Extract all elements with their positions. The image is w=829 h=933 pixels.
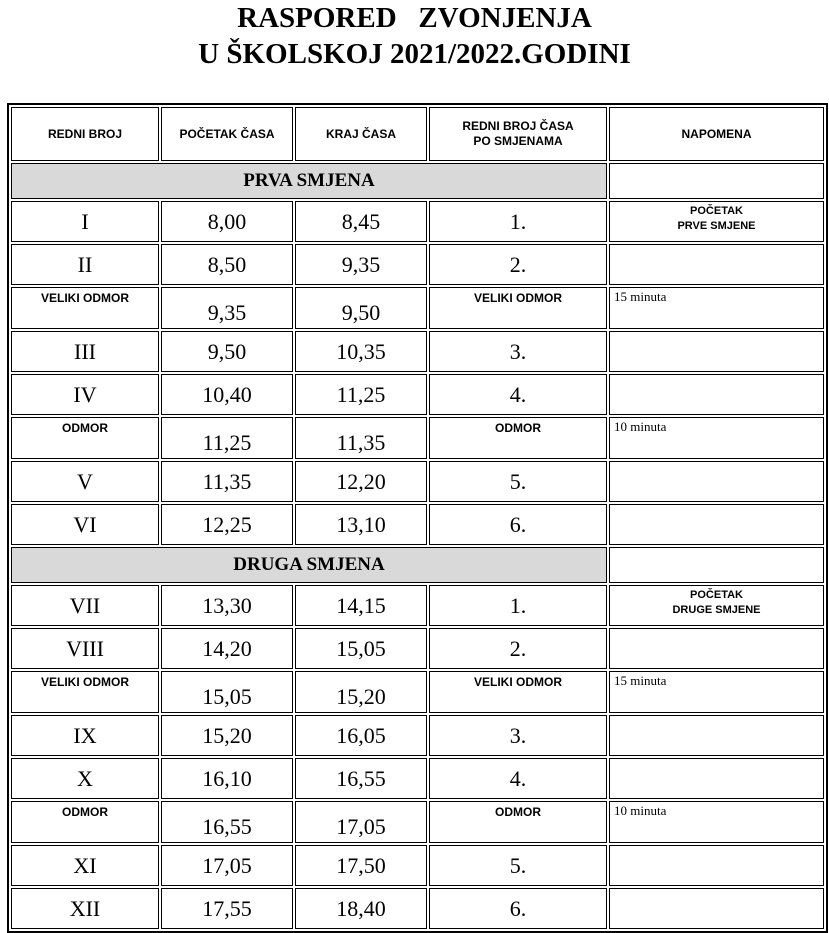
- header-redni-broj: REDNI BROJ: [11, 107, 159, 161]
- cell-napomena: POČETAK DRUGE SMJENE: [609, 585, 824, 626]
- table-row: [11, 417, 824, 459]
- table-row: [11, 374, 824, 415]
- shift-name: PRVA SMJENA: [11, 163, 607, 199]
- table-row: [11, 671, 824, 713]
- cell-redni-broj: ODMOR: [11, 417, 159, 459]
- cell-pocetak: 17,05: [161, 845, 293, 886]
- cell-kraj: 9,35: [295, 244, 427, 285]
- cell-pocetak: 16,10: [161, 758, 293, 799]
- cell-napomena: [609, 715, 824, 756]
- cell-kraj: 14,15: [295, 585, 427, 626]
- table-row: [11, 461, 824, 502]
- cell-kraj: 16,05: [295, 715, 427, 756]
- cell-redni-broj: ODMOR: [11, 801, 159, 843]
- table-row: [11, 888, 824, 929]
- table-row: [11, 845, 824, 886]
- cell-pocetak: 14,20: [161, 628, 293, 669]
- cell-napomena: [609, 845, 824, 886]
- cell-napomena: [609, 758, 824, 799]
- cell-napomena: [609, 331, 824, 372]
- page-subtitle: U ŠKOLSKOJ 2021/2022.GODINI: [198, 38, 631, 70]
- cell-po-smjeni: VELIKI ODMOR: [429, 287, 607, 329]
- cell-po-smjeni: ODMOR: [429, 417, 607, 459]
- cell-pocetak: 15,20: [161, 715, 293, 756]
- cell-pocetak: 11,35: [161, 461, 293, 502]
- cell-pocetak: 8,00: [161, 201, 293, 242]
- cell-redni-broj: VELIKI ODMOR: [11, 287, 159, 329]
- cell-kraj: 10,35: [295, 331, 427, 372]
- page-title: RASPORED ZVONJENJA: [237, 2, 592, 34]
- table-header-row: [11, 107, 824, 161]
- header-kraj-casa: KRAJ ČASA: [295, 107, 427, 161]
- table-row: [11, 504, 824, 545]
- cell-redni-broj: XI: [11, 845, 159, 886]
- cell-napomena: POČETAK PRVE SMJENE: [609, 201, 824, 242]
- table-row: [11, 287, 824, 329]
- cell-napomena: 10 minuta: [609, 801, 824, 843]
- cell-napomena: 10 minuta: [609, 417, 824, 459]
- cell-redni-broj: IX: [11, 715, 159, 756]
- cell-napomena: [609, 374, 824, 415]
- cell-kraj: 12,20: [295, 461, 427, 502]
- cell-pocetak: 9,50: [161, 331, 293, 372]
- cell-kraj: 15,05: [295, 628, 427, 669]
- cell-kraj: 17,50: [295, 845, 427, 886]
- cell-redni-broj: III: [11, 331, 159, 372]
- shift-name: DRUGA SMJENA: [11, 547, 607, 583]
- cell-po-smjeni: VELIKI ODMOR: [429, 671, 607, 713]
- cell-po-smjeni: 3.: [429, 715, 607, 756]
- shift-note-cell: [609, 547, 824, 583]
- cell-po-smjeni: 6.: [429, 504, 607, 545]
- header-redni-broj-po-smjenama: REDNI BROJ ČASA PO SMJENAMA: [429, 107, 607, 161]
- table-row: [11, 244, 824, 285]
- cell-pocetak: 9,35: [161, 287, 293, 329]
- table-row: [11, 331, 824, 372]
- cell-redni-broj: I: [11, 201, 159, 242]
- cell-redni-broj: VELIKI ODMOR: [11, 671, 159, 713]
- table-row: [11, 715, 824, 756]
- table-row: [11, 585, 824, 626]
- cell-po-smjeni: 5.: [429, 461, 607, 502]
- cell-redni-broj: VII: [11, 585, 159, 626]
- cell-pocetak: 13,30: [161, 585, 293, 626]
- shift-note-cell: [609, 163, 824, 199]
- cell-kraj: 15,20: [295, 671, 427, 713]
- cell-napomena: 15 minuta: [609, 287, 824, 329]
- cell-pocetak: 8,50: [161, 244, 293, 285]
- cell-po-smjeni: ODMOR: [429, 801, 607, 843]
- shift-header-row: [11, 547, 824, 583]
- cell-po-smjeni: 6.: [429, 888, 607, 929]
- cell-redni-broj: IV: [11, 374, 159, 415]
- cell-po-smjeni: 3.: [429, 331, 607, 372]
- cell-po-smjeni: 2.: [429, 244, 607, 285]
- table-row: [11, 628, 824, 669]
- cell-pocetak: 15,05: [161, 671, 293, 713]
- table-row: [11, 758, 824, 799]
- cell-po-smjeni: 1.: [429, 201, 607, 242]
- cell-redni-broj: VIII: [11, 628, 159, 669]
- cell-kraj: 17,05: [295, 801, 427, 843]
- shift-header-row: [11, 163, 824, 199]
- cell-po-smjeni: 5.: [429, 845, 607, 886]
- cell-napomena: [609, 244, 824, 285]
- header-napomena: NAPOMENA: [609, 107, 824, 161]
- cell-napomena: [609, 888, 824, 929]
- cell-pocetak: 11,25: [161, 417, 293, 459]
- cell-pocetak: 10,40: [161, 374, 293, 415]
- cell-redni-broj: X: [11, 758, 159, 799]
- cell-po-smjeni: 4.: [429, 758, 607, 799]
- cell-redni-broj: II: [11, 244, 159, 285]
- cell-napomena: [609, 628, 824, 669]
- cell-po-smjeni: 1.: [429, 585, 607, 626]
- cell-po-smjeni: 4.: [429, 374, 607, 415]
- cell-kraj: 11,25: [295, 374, 427, 415]
- table-row: [11, 201, 824, 242]
- cell-kraj: 13,10: [295, 504, 427, 545]
- cell-kraj: 9,50: [295, 287, 427, 329]
- cell-po-smjeni: 2.: [429, 628, 607, 669]
- cell-napomena: [609, 461, 824, 502]
- bell-schedule-table: [7, 103, 828, 933]
- header-pocetak-casa: POČETAK ČASA: [161, 107, 293, 161]
- cell-kraj: 11,35: [295, 417, 427, 459]
- cell-redni-broj: V: [11, 461, 159, 502]
- cell-napomena: 15 minuta: [609, 671, 824, 713]
- cell-pocetak: 16,55: [161, 801, 293, 843]
- cell-kraj: 16,55: [295, 758, 427, 799]
- cell-pocetak: 12,25: [161, 504, 293, 545]
- cell-pocetak: 17,55: [161, 888, 293, 929]
- cell-redni-broj: VI: [11, 504, 159, 545]
- table-row: [11, 801, 824, 843]
- cell-napomena: [609, 504, 824, 545]
- cell-redni-broj: XII: [11, 888, 159, 929]
- cell-kraj: 8,45: [295, 201, 427, 242]
- cell-kraj: 18,40: [295, 888, 427, 929]
